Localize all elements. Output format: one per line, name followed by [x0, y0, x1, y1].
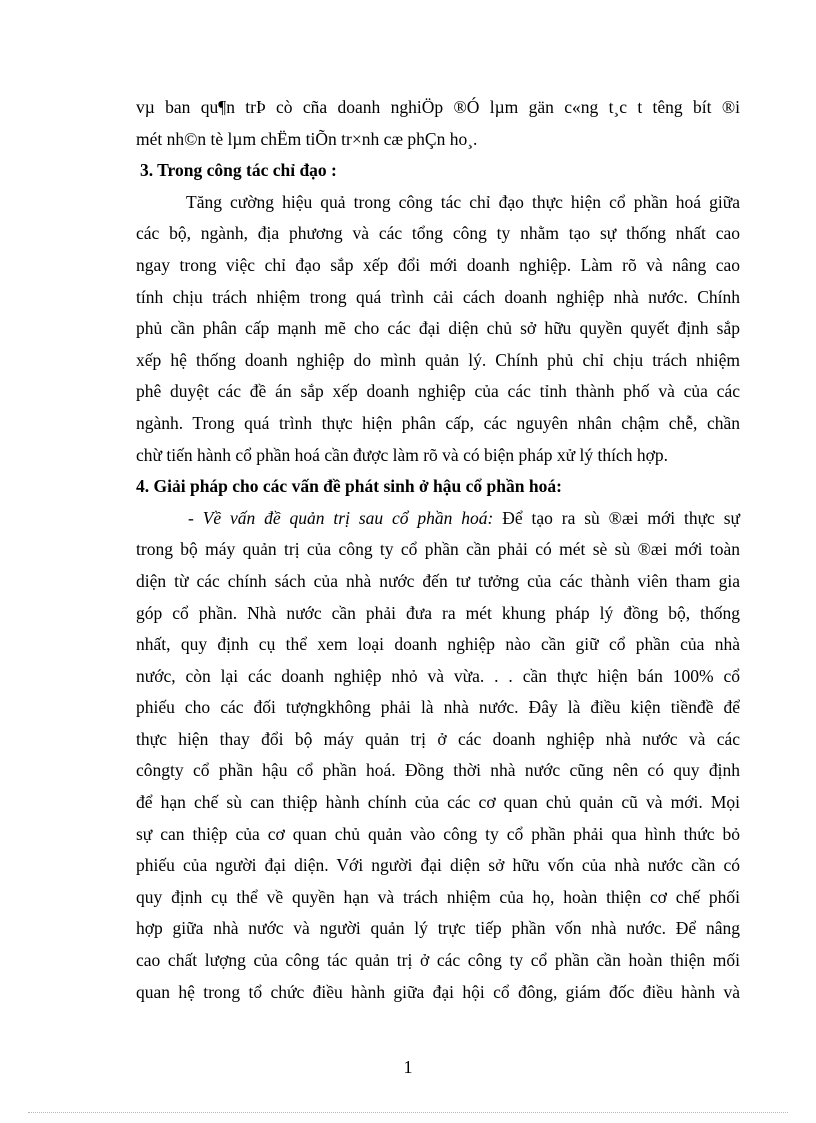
section-4-line: cao chất lượng của công tác quản trị ở các công ty cổ phần cần hoàn thiện mối	[136, 950, 740, 971]
section-4-line: quan hệ trong tổ chức điều hành giữa đại hội cổ đông, giám đốc điều hành và	[136, 981, 740, 1002]
section-3-line: Tăng cường hiệu quả trong công tác chỉ đạo thực hiện cổ phần hoá giữa	[186, 191, 740, 212]
section-4-line: côngty cổ phần hậu cổ phần hoá. Đồng thời nhà nước cũng nên có quy định	[136, 760, 740, 781]
governance-subheading: - Về vấn đề quản trị sau cổ phần hoá:	[188, 507, 494, 528]
section-4-line: hợp giữa nhà nước và người quản lý trực tiếp phần vốn nhà nước. Để nâng	[136, 918, 740, 939]
section-4-line: phiếu của người đại diện. Với người đại diện sở hữu vốn của nhà nước cần có	[136, 855, 740, 876]
section-3-line: ngành. Trong quá trình thực hiện phân cấp, các nguyên nhân chậm chễ, chần	[136, 412, 740, 433]
section-3-line: xếp hệ thống doanh nghiệp do mình quản lý. Chính phủ chỉ chịu trách nhiệm	[136, 349, 740, 370]
section-3-line: tính chịu trách nhiệm trong quá trình cải cách doanh nghiệp nhà nước. Chính	[136, 286, 740, 307]
section-4-first-line	[136, 503, 740, 535]
section-3-line: các bộ, ngành, địa phương và các tổng công ty nhằm tạo sự thống nhất cao	[136, 223, 740, 244]
section-4-heading: 4. Giải pháp cho các vấn đề phát sinh ở hậu cổ phần hoá:	[136, 476, 562, 497]
page-bottom-divider	[28, 1112, 788, 1113]
section-4-line: nước, còn lại các doanh nghiệp nhỏ và vừa. . . cần thực hiện bán 100% cổ	[136, 665, 740, 686]
section-4-line: để hạn chế sù can thiệp hành chính của các cơ quan chủ quản cũ và mới. Mọi	[136, 792, 740, 813]
section-4-line: diện từ các chính sách của nhà nước đến tư tưởng của các thành viên tham gia	[136, 570, 740, 591]
section-3-line: ngay trong việc chỉ đạo sắp xếp đổi mới doanh nghiệp. Làm rõ và nâng cao	[136, 254, 740, 275]
section-4-line: quy định cụ thể về quyền hạn và trách nhiệm của họ, hoàn thiện cơ chế phối	[136, 886, 740, 907]
section-4-line: nhất, quy định cụ thể xem loại doanh nghiệp nào cần giữ cổ phần của nhà	[136, 634, 740, 655]
garbled-line-1: vµ ban qu¶n trÞ cò cña doanh nghiÖp ®Ó lµm gän c«ng t¸c t têng bít ®i	[136, 97, 740, 117]
section-4-line: sự can thiệp của cơ quan chủ quản vào công ty cổ phần phải qua hình thức bỏ	[136, 823, 740, 844]
section-4-line: trong bộ máy quản trị của công ty cổ phần cần phải có mét sè sù ®æi mới toàn	[136, 539, 740, 560]
section-4-line: phiếu cho các đối tượngkhông phải là nhà nước. Đây là điều kiện tiềnđề để	[136, 697, 740, 718]
page-number: 1	[403, 1057, 413, 1077]
section-4-line: góp cổ phần. Nhà nước cần phải đưa ra mét khung pháp lý đồng bộ, thống	[136, 602, 740, 623]
section-3-heading: 3. Trong công tác chỉ đạo :	[140, 160, 337, 181]
garbled-line-2: mét nh©n tè lµm chËm tiÕn tr×nh cæ phÇn ho¸.	[136, 128, 478, 149]
section-4-first-line-text: Để tạo ra sù ®æi mới thực sự	[493, 507, 740, 528]
document-body	[136, 92, 740, 1008]
section-3-line: phủ cần phân cấp mạnh mẽ cho các đại diện chủ sở hữu quyền quyết định sắp	[136, 318, 740, 339]
section-4-line: thực hiện thay đổi bộ máy quản trị ở các doanh nghiệp nhà nước và các	[136, 728, 740, 749]
section-3-line: chừ tiến hành cổ phần hoá cần được làm rõ và có biện pháp xử lý thích hợp.	[136, 444, 668, 465]
section-3-line: phê duyệt các đề án sắp xếp doanh nghiệp của các tỉnh thành phố và của các	[136, 381, 740, 402]
